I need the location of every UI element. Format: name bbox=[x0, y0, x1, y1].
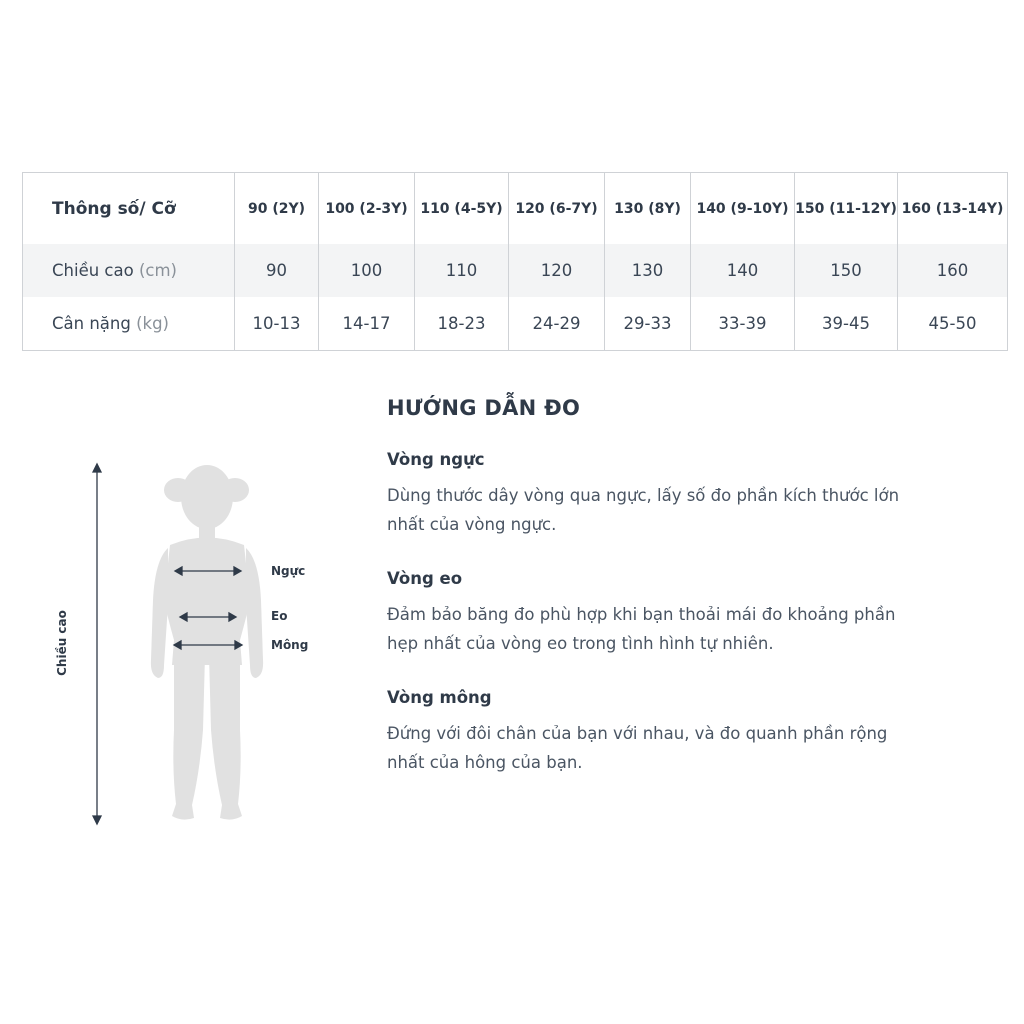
table-cell: 45-50 bbox=[898, 297, 1008, 351]
section-text: Đứng với đôi chân của bạn với nhau, và đo quanh phần rộng nhất của hông của bạn. bbox=[387, 724, 888, 772]
size-header: 100 (2-3Y) bbox=[319, 173, 415, 245]
table-cell: 14-17 bbox=[319, 297, 415, 351]
size-header: 140 (9-10Y) bbox=[691, 173, 795, 245]
table-cell: 160 bbox=[898, 244, 1008, 297]
table-cell: 24-29 bbox=[509, 297, 605, 351]
table-cell: 90 bbox=[235, 244, 319, 297]
row-label-text: Chiều cao bbox=[52, 261, 134, 280]
waist-section bbox=[387, 569, 927, 658]
table-row-height bbox=[23, 244, 1008, 297]
table-cell: 120 bbox=[509, 244, 605, 297]
size-header: 150 (11-12Y) bbox=[795, 173, 898, 245]
height-arrow-icon bbox=[93, 464, 101, 824]
measuring-guide bbox=[387, 396, 927, 807]
section-title: Vòng eo bbox=[387, 569, 463, 588]
chest-label: Ngực bbox=[271, 564, 306, 578]
size-header: 160 (13-14Y) bbox=[898, 173, 1008, 245]
section-text: Đảm bảo băng đo phù hợp khi bạn thoải mái đo khoảng phần hẹp nhất của vòng eo trong tình hình tự nhiên. bbox=[387, 605, 896, 653]
table-cell: 29-33 bbox=[605, 297, 691, 351]
table-cell: 33-39 bbox=[691, 297, 795, 351]
guide-title: HƯỚNG DẪN ĐO bbox=[387, 396, 581, 420]
size-chart-table bbox=[22, 172, 1008, 351]
table-cell: 150 bbox=[795, 244, 898, 297]
header-label: Thông số/ Cỡ bbox=[52, 198, 176, 219]
table-cell: 140 bbox=[691, 244, 795, 297]
girl-figure-icon bbox=[151, 465, 263, 820]
size-header: 110 (4-5Y) bbox=[415, 173, 509, 245]
table-cell: 18-23 bbox=[415, 297, 509, 351]
section-title: Vòng ngực bbox=[387, 450, 485, 469]
row-label bbox=[23, 297, 235, 351]
row-unit: (cm) bbox=[138, 261, 177, 280]
size-header: 90 (2Y) bbox=[235, 173, 319, 245]
row-label bbox=[23, 244, 235, 297]
table-cell: 100 bbox=[319, 244, 415, 297]
size-header: 130 (8Y) bbox=[605, 173, 691, 245]
row-unit: (kg) bbox=[136, 314, 169, 333]
section-title: Vòng mông bbox=[387, 688, 492, 707]
hip-label: Mông bbox=[271, 638, 309, 652]
height-label: Chiều cao bbox=[55, 610, 69, 676]
table-cell: 110 bbox=[415, 244, 509, 297]
table-row-weight bbox=[23, 297, 1008, 351]
size-header: 120 (6-7Y) bbox=[509, 173, 605, 245]
section-text: Dùng thước dây vòng qua ngực, lấy số đo phần kích thước lớn nhất của vòng ngực. bbox=[387, 486, 900, 534]
chest-section bbox=[387, 450, 927, 539]
row-label-text: Cân nặng bbox=[52, 314, 131, 333]
table-cell: 39-45 bbox=[795, 297, 898, 351]
table-cell: 130 bbox=[605, 244, 691, 297]
waist-label: Eo bbox=[271, 609, 288, 623]
hip-section bbox=[387, 688, 927, 777]
table-cell: 10-13 bbox=[235, 297, 319, 351]
table-header-row bbox=[23, 173, 1008, 245]
